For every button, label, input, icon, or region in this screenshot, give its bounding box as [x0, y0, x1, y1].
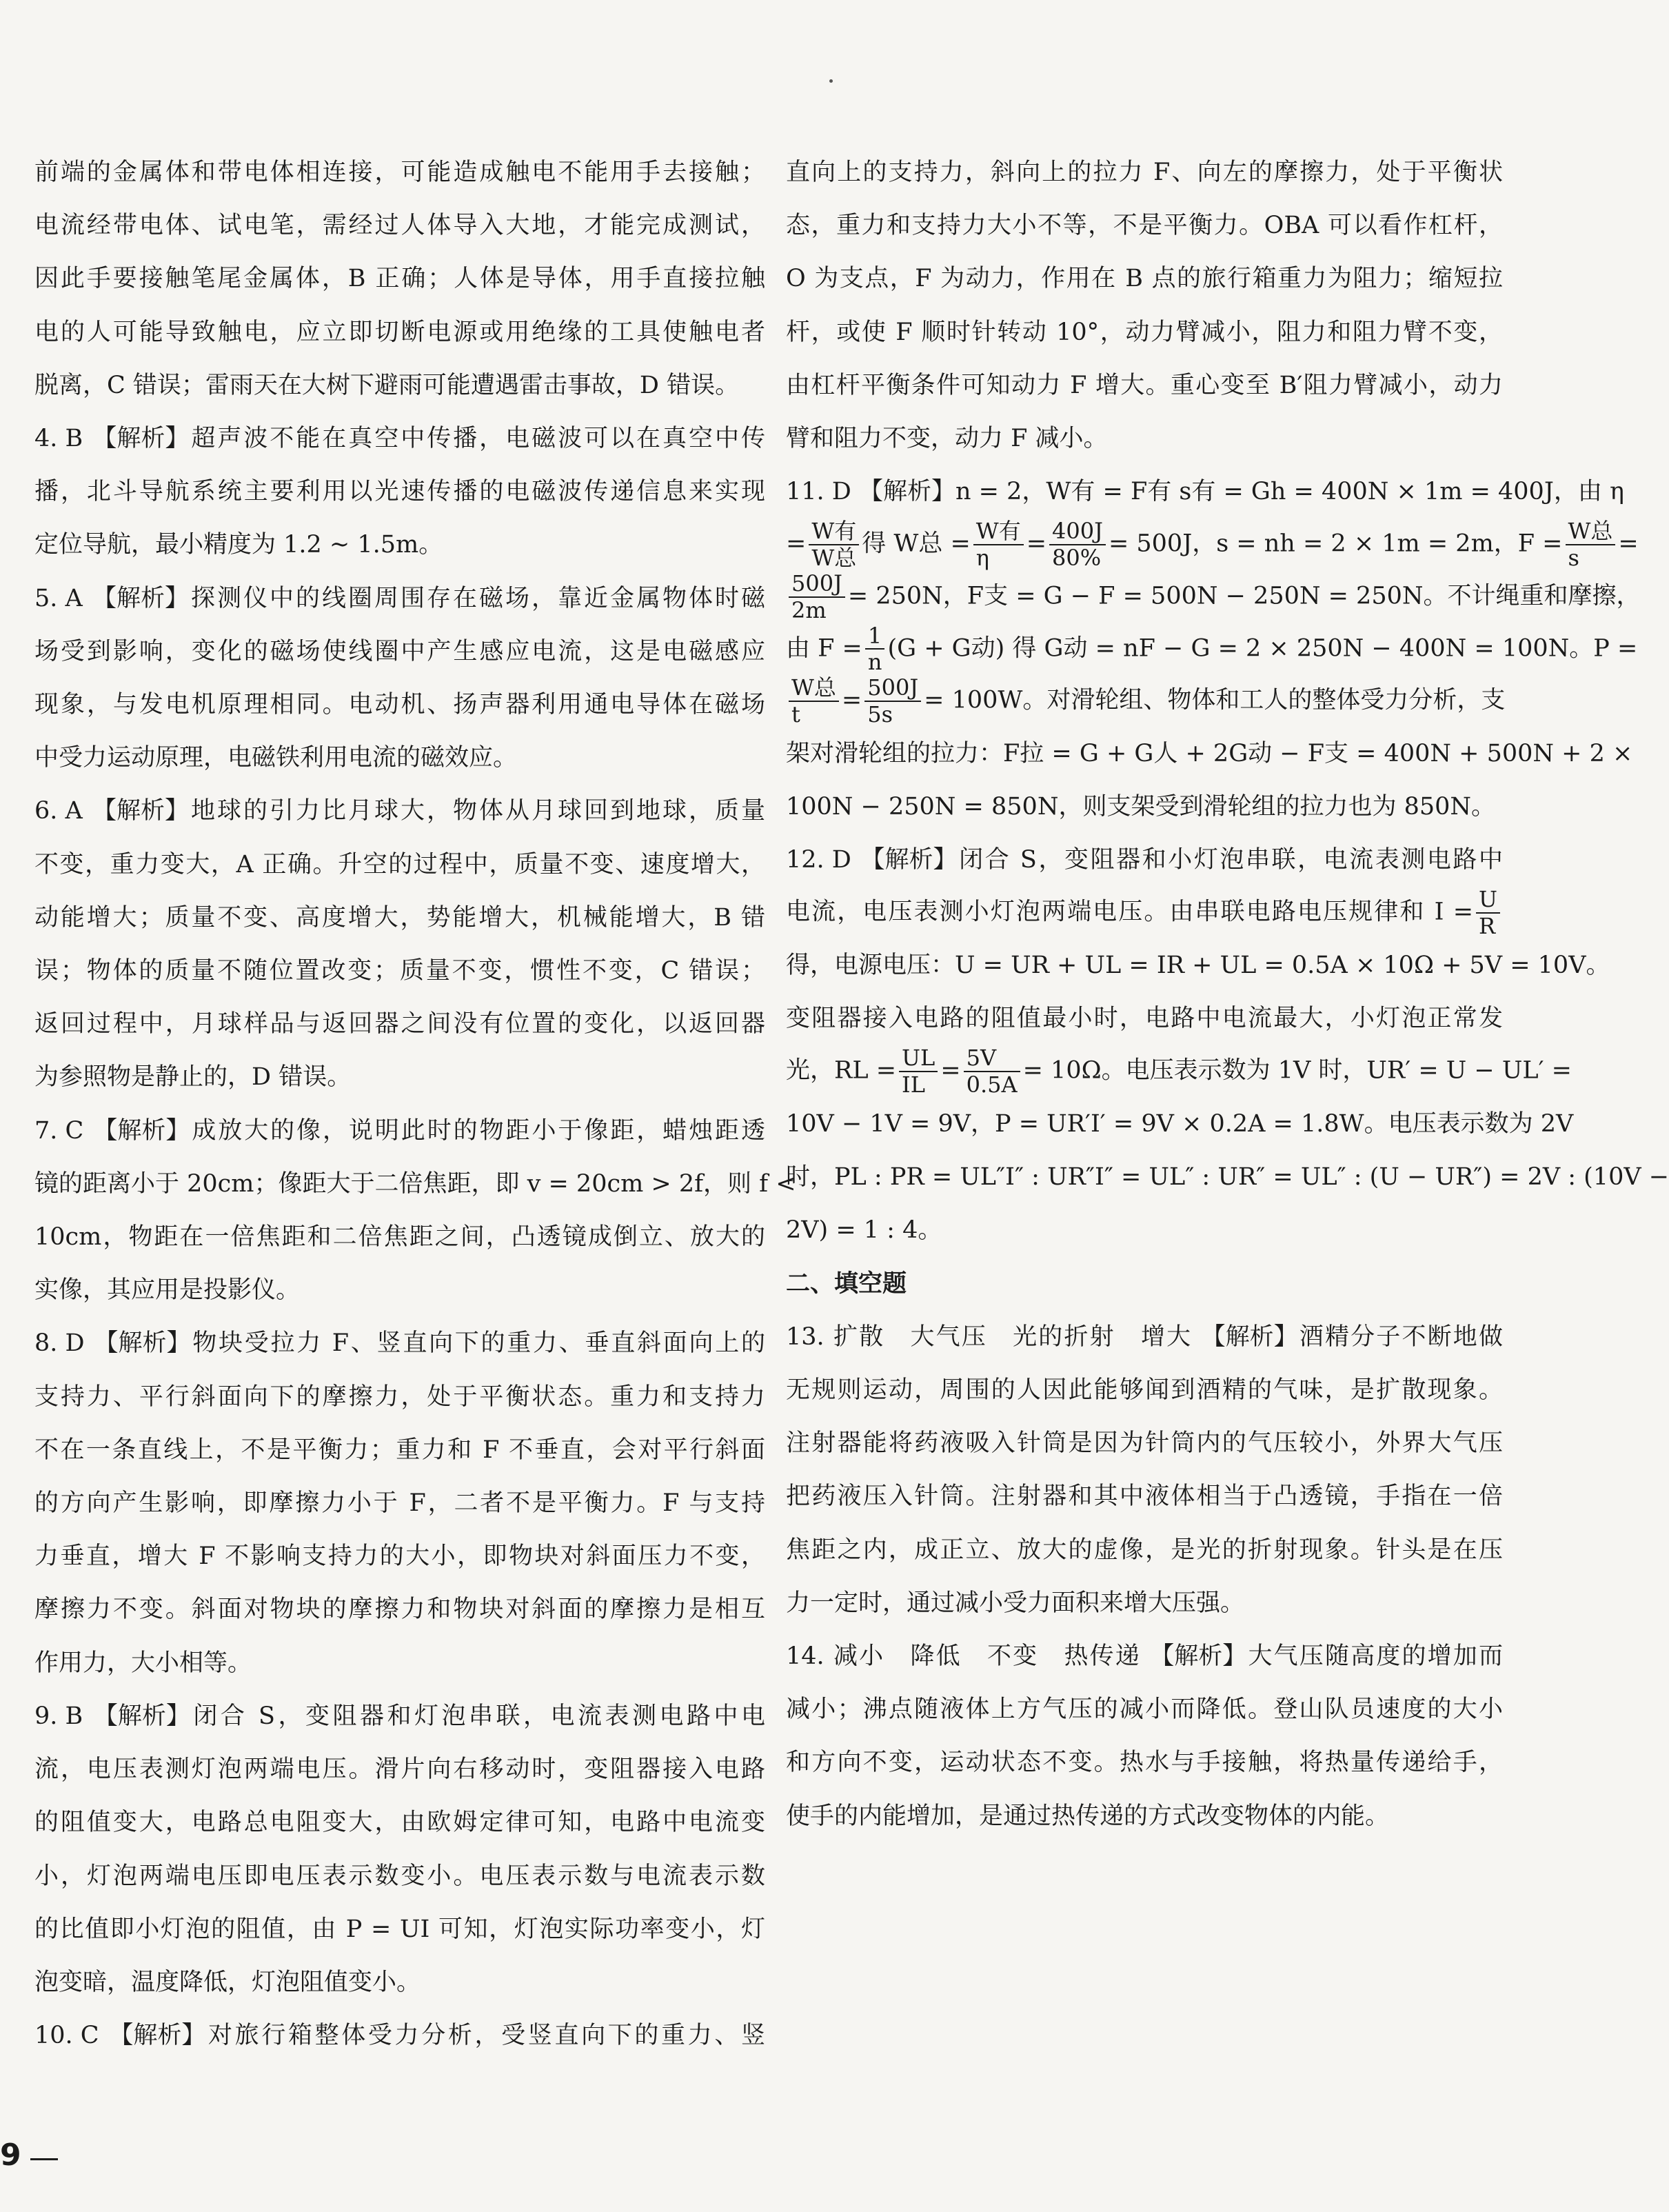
text-line: 2V) = 1 : 4。 — [786, 1216, 942, 1245]
text-line: 镜的距离小于 20cm；像距大于二倍焦距，即 v = 20cm > 2f，则 f < — [34, 1169, 796, 1198]
fraction-denominator: W总 — [811, 545, 857, 572]
formula-text: = 100W。对滑轮组、物体和工人的整体受力分析，支 — [924, 686, 1506, 714]
text-line: 杆，或使 F 顺时针转动 10°，动力臂减小，阻力和阻力臂不变， — [786, 318, 1503, 346]
text-line: 把药液压入针筒。注射器和其中液体相当于凸透镜，手指在一倍 — [786, 1482, 1503, 1511]
text-line: 误；物体的质量不随位置改变；质量不变，惯性不变，C 错误； — [34, 957, 765, 985]
fraction-numerator: W总 — [789, 675, 839, 702]
text-line: 摩擦力不变。斜面对物块的摩擦力和物块对斜面的摩擦力是相互 — [34, 1596, 765, 1624]
question-number: 8. D — [34, 1329, 85, 1358]
formula-text: = — [786, 530, 807, 558]
text-line: 地球的引力比月球大，物体从月球回到地球，质量 — [188, 797, 765, 825]
fraction-numerator: 1 — [865, 623, 885, 650]
q10-continuation — [786, 146, 1503, 465]
fraction — [1566, 519, 1616, 571]
text-line: 探测仪中的线圈周围存在磁场，靠近金属物体时磁 — [188, 584, 765, 612]
analysis-tag: 【解析】 — [93, 1702, 190, 1730]
text-line: 实像，其应用是投影仪。 — [34, 1276, 301, 1305]
text-line: 动能增大；质量不变、高度增大，势能增大，机械能增大，B 错 — [34, 903, 765, 932]
left-column — [34, 146, 796, 2062]
fraction-numerator: 500J — [864, 675, 921, 702]
formula-text: 由 F = — [786, 634, 862, 662]
question-number: 12. D — [786, 846, 851, 874]
formula-line — [786, 887, 1503, 939]
text-line: 超声波不能在真空中传播，电磁波可以在真空中传 — [189, 425, 765, 453]
analysis-tag: 【解析】 — [1201, 1323, 1298, 1351]
text-line: 态，重力和支持力大小不等，不是平衡力。OBA 可以看作杠杆， — [786, 212, 1503, 240]
question-number: 10. C — [34, 2022, 99, 2050]
question-7 — [34, 1105, 796, 1318]
fraction-denominator: n — [867, 649, 882, 676]
text-line: 现象，与发电机原理相同。电动机、扬声器利用通电导体在磁场 — [34, 691, 765, 719]
fraction — [1049, 519, 1106, 571]
fraction-numerator: U — [1476, 887, 1500, 914]
answers: 扩散 大气压 光的折射 增大 — [833, 1323, 1193, 1351]
fraction-denominator: 5s — [867, 701, 893, 727]
page-number-rule — [30, 2158, 58, 2160]
fraction-denominator: η — [975, 545, 989, 572]
formula-text: = — [1026, 530, 1047, 558]
analysis-tag: 【解析】 — [92, 797, 189, 825]
text-line: 时，PL : PR = UL″I″ : UR″I″ = UL″ : UR″ = UL″ : (U − UR″) = 2V : (10V − — [786, 1163, 1669, 1192]
fraction-numerator: W总 — [1566, 519, 1616, 545]
q3-continuation — [34, 146, 765, 412]
question-number: 11. D — [786, 478, 851, 506]
text-line: 的方向产生影响，即摩擦力小于 F，二者不是平衡力。F 与支持 — [34, 1489, 765, 1518]
fraction-denominator: R — [1479, 913, 1496, 940]
question-14 — [786, 1630, 1503, 1843]
question-number: 7. C — [34, 1116, 84, 1145]
answers: 减小 降低 不变 热传递 — [833, 1642, 1141, 1671]
text-line: 得，电源电压：U = UR + UL = IR + UL = 0.5A × 10Ω + 5V = 10V。 — [786, 952, 1610, 979]
formula-text: (G + G动) 得 G动 = nF − G = 2 × 250N − 400N = 100N。P = — [887, 634, 1638, 662]
text-line: 注射器能将药液吸入针筒是因为针筒内的气压较小，外界大气压 — [786, 1429, 1503, 1458]
formula-line — [786, 674, 1506, 727]
question-number: 6. A — [34, 797, 83, 825]
question-4 — [34, 412, 765, 572]
text-line: 播，北斗导航系统主要利用以光速传播的电磁波传递信息来实现 — [34, 478, 765, 506]
formula-text: n = 2，W有 = F有 s有 = Gh = 400N × 1m = 400J，由 η — [955, 478, 1624, 506]
fraction-numerator: W有 — [973, 519, 1024, 545]
fraction — [809, 519, 859, 571]
fraction-denominator: IL — [902, 1072, 925, 1098]
question-10 — [34, 2009, 765, 2062]
text-line: 作用力，大小相等。 — [34, 1649, 252, 1677]
text-line: 的阻值变大，电路总电阻变大，由欧姆定律可知，电路中电流变 — [34, 1809, 765, 1837]
text-line: 成放大的像，说明此时的物距小于像距，蜡烛距透 — [190, 1116, 765, 1145]
text-line: 无规则运动，周围的人因此能够闻到酒精的气味，是扩散现象。 — [786, 1376, 1503, 1405]
analysis-tag: 【解析】 — [92, 425, 190, 453]
text-line: 力一定时，通过减小受力面积来增大压强。 — [786, 1589, 1245, 1617]
text-line: O 为支点，F 为动力，作用在 B 点的旅行箱重力为阻力；缩短拉 — [786, 265, 1503, 293]
text-line: 和方向不变，运动状态不变。热水与手接触，将热量传递给手， — [786, 1749, 1503, 1777]
page-number: 9 — [0, 2138, 21, 2173]
fraction-numerator: 500J — [789, 571, 845, 598]
text-line: 酒精分子不断地做 — [1297, 1323, 1503, 1351]
question-number: 5. A — [34, 584, 83, 612]
text-line: 物块受拉力 F、竖直向下的重力、垂直斜面向上的 — [190, 1329, 765, 1358]
fraction-numerator: W有 — [809, 519, 859, 545]
text-line: 闭合 S，变阻器和灯泡串联，电流表测电路中电 — [190, 1702, 765, 1730]
fraction-denominator: 80% — [1052, 545, 1102, 572]
text-line: 焦距之内，成正立、放大的虚像，是光的折射现象。针头是在压 — [786, 1536, 1503, 1564]
text-line: 流，电压表测灯泡两端电压。滑片向右移动时，变阻器接入电路 — [34, 1756, 765, 1784]
fraction-numerator: 400J — [1049, 519, 1106, 545]
text-line: 变阻器接入电路的阻值最小时，电路中电流最大，小灯泡正常发 — [786, 1005, 1503, 1033]
analysis-tag: 【解析】 — [109, 2022, 206, 2050]
formula-text: = — [940, 1056, 961, 1085]
fraction-denominator: 2m — [791, 596, 827, 623]
fraction — [789, 675, 839, 727]
text-line: 因此手要接触笔尾金属体，B 正确；人体是导体，用手直接拉触 — [34, 265, 765, 293]
question-number: 9. B — [34, 1702, 83, 1730]
fraction-denominator: s — [1568, 545, 1579, 572]
text-line: 臂和阻力不变，动力 F 减小。 — [786, 425, 1108, 453]
text-line: 减小；沸点随液体上方气压的减小而降低。登山队员速度的大小 — [786, 1696, 1503, 1724]
section-title: 二、填空题 — [786, 1269, 907, 1298]
analysis-tag: 【解析】 — [92, 584, 189, 612]
analysis-tag: 【解析】 — [860, 846, 958, 874]
text-line: 泡变暗，温度降低，灯泡阻值变小。 — [34, 1968, 421, 1996]
text-line: 由杠杆平衡条件可知动力 F 增大。重心变至 B′阻力臂减小，动力 — [786, 371, 1503, 399]
question-13 — [786, 1311, 1503, 1630]
formula-line — [786, 518, 1639, 572]
question-9 — [34, 1690, 765, 2009]
fraction-denominator: 0.5A — [966, 1072, 1018, 1098]
question-number: 13. — [786, 1323, 825, 1351]
right-column — [786, 146, 1669, 1843]
text-line: 返回过程中，月球样品与返回器之间没有位置的变化，以返回器 — [34, 1010, 765, 1038]
formula-line — [786, 622, 1638, 676]
text-line: 直向上的支持力，斜向上的拉力 F、向左的摩擦力，处于平衡状 — [786, 159, 1503, 186]
fraction — [1476, 887, 1500, 939]
text-line: 前端的金属体和带电体相连接，可能造成触电不能用手去接触； — [34, 159, 765, 186]
text-line: 使手的内能增加，是通过热传递的方式改变物体的内能。 — [786, 1802, 1390, 1830]
section-heading — [786, 1258, 1503, 1311]
formula-text: 得 W总 = — [862, 530, 971, 558]
analysis-tag: 【解析】 — [93, 1116, 190, 1145]
text-line: 10cm，物距在一倍焦距和二倍焦距之间，凸透镜成倒立、放大的 — [34, 1223, 765, 1251]
text-line: 10V − 1V = 9V，P = UR′I′ = 9V × 0.2A = 1.8W。电压表示数为 2V — [786, 1110, 1574, 1138]
formula-text: = 250N，F支 = G − F = 500N − 250N = 250N。不计绳重和摩擦， — [847, 582, 1641, 610]
text-line: 100N − 250N = 850N，则支架受到滑轮组的拉力也为 850N。 — [786, 793, 1495, 821]
formula-text: 光，RL = — [786, 1056, 897, 1085]
formula-line — [786, 570, 1641, 623]
fraction — [864, 675, 921, 727]
text-line: 闭合 S，变阻器和小灯泡串联，电流表测电路中 — [957, 846, 1503, 874]
analysis-tag: 【解析】 — [859, 478, 956, 506]
formula-text: = 10Ω。电压表示数为 1V 时，UR′ = U − UL′ = — [1022, 1056, 1572, 1085]
question-number: 4. B — [34, 425, 83, 453]
text-line: 对旅行箱整体受力分析，受竖直向下的重力、竖 — [205, 2022, 765, 2050]
scan-dot — [829, 79, 833, 83]
text-line: 不变，重力变大，A 正确。升空的过程中，质量不变、速度增大， — [34, 850, 765, 878]
text-line: 大气压随高度的增加而 — [1246, 1642, 1503, 1671]
fraction — [899, 1045, 938, 1098]
question-11 — [786, 465, 1641, 834]
text-line: 小，灯泡两端电压即电压表示数变小。电压表示数与电流表示数 — [34, 1862, 765, 1890]
question-number: 14. — [786, 1642, 825, 1671]
text-line: 架对滑轮组的拉力：F拉 = G + G人 + 2G动 − F支 = 400N + 500N + 2 × — [786, 739, 1633, 767]
text-line: 脱离，C 错误；雷雨天在大树下避雨可能遭遇雷击事故，D 错误。 — [34, 371, 740, 399]
fraction — [865, 623, 885, 676]
text-line: 支持力、平行斜面向下的摩擦力，处于平衡状态。重力和支持力 — [34, 1382, 765, 1411]
question-8 — [34, 1317, 765, 1689]
fraction — [964, 1045, 1020, 1098]
question-12 — [786, 834, 1669, 1257]
fraction-denominator: t — [791, 701, 800, 727]
formula-text: = — [841, 686, 862, 714]
text-line: 不在一条直线上，不是平衡力；重力和 F 不垂直，会对平行斜面 — [34, 1436, 765, 1464]
text-line: 为参照物是静止的，D 错误。 — [34, 1063, 352, 1092]
text-line: 场受到影响，变化的磁场使线圈中产生感应电流，这是电磁感应 — [34, 637, 765, 665]
analysis-tag: 【解析】 — [1150, 1642, 1247, 1671]
formula-text: 电流，电压表测小灯泡两端电压。由串联电路电压规律和 I = — [786, 898, 1474, 926]
fraction-numerator: UL — [899, 1045, 938, 1072]
text-line: 定位导航，最小精度为 1.2 ~ 1.5m。 — [34, 531, 443, 559]
fraction-numerator: 5V — [964, 1045, 1020, 1072]
analysis-tag: 【解析】 — [94, 1329, 191, 1358]
text-line: 的比值即小灯泡的阻值，由 P = UI 可知，灯泡实际功率变小，灯 — [34, 1915, 765, 1943]
formula-line — [786, 1045, 1572, 1098]
question-6 — [34, 785, 765, 1104]
formula-text: = 500J，s = nh = 2 × 1m = 2m，F = — [1108, 530, 1563, 558]
text-line: 力垂直，增大 F 不影响支持力的大小，即物块对斜面压力不变， — [34, 1542, 765, 1571]
text-line: 电流经带电体、试电笔，需经过人体导入大地，才能完成测试， — [34, 212, 765, 240]
fraction — [789, 571, 845, 623]
fraction — [973, 519, 1024, 571]
text-line: 中受力运动原理，电磁铁利用电流的磁效应。 — [34, 744, 518, 772]
text-line: 电的人可能导致触电，应立即切断电源或用绝缘的工具使触电者 — [34, 318, 765, 346]
question-5 — [34, 572, 765, 785]
formula-text: = — [1618, 530, 1639, 558]
